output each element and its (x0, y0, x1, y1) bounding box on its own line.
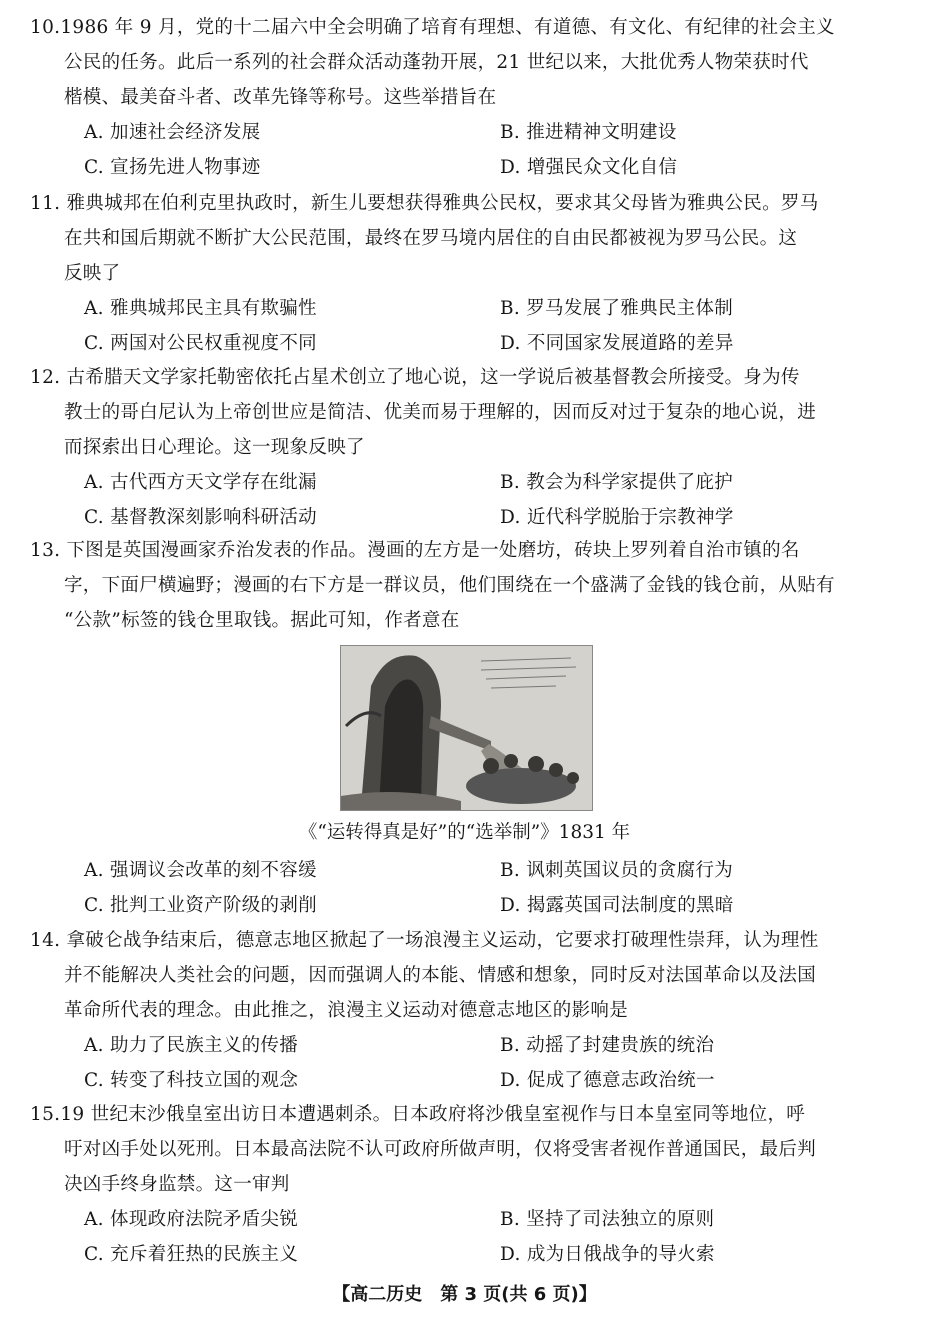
option-d[interactable]: D. 促成了德意志政治统一 (500, 1070, 715, 1091)
question-11-line-1: 11. 雅典城邦在伯利克里执政时，新生儿要想获得雅典公民权，要求其父母皆为雅典公民。罗马 (30, 193, 819, 214)
option-a[interactable]: A. 古代西方天文学存在纰漏 (84, 472, 317, 493)
option-a[interactable]: A. 加速社会经济发展 (84, 122, 261, 143)
question-11-line-2: 在共和国后期就不断扩大公民范围，最终在罗马境内居住的自由民都被视为罗马公民。这 (64, 228, 798, 249)
option-d[interactable]: D. 不同国家发展道路的差异 (500, 333, 734, 354)
option-d[interactable]: D. 近代科学脱胎于宗教神学 (500, 507, 734, 528)
option-d[interactable]: D. 增强民众文化自信 (500, 157, 678, 178)
question-10-line-1: 10.1986 年 9 月，党的十二届六中全会明确了培育有理想、有道德、有文化、有纪律的社会主义 (30, 17, 835, 38)
question-12-line-2: 教士的哥白尼认为上帝创世应是简洁、优美而易于理解的，因而反对过于复杂的地心说，进 (64, 402, 817, 423)
option-a[interactable]: A. 强调议会改革的刻不容缓 (84, 860, 317, 881)
option-c[interactable]: C. 充斥着狂热的民族主义 (84, 1244, 299, 1265)
question-10 (30, 10, 900, 178)
page-footer: 【高二历史 第 3 页(共 6 页)】 (332, 1284, 597, 1305)
option-a[interactable]: A. 体现政府法院矛盾尖锐 (84, 1209, 299, 1230)
question-15-line-1: 15.19 世纪末沙俄皇室出访日本遭遇刺杀。日本政府将沙俄皇室视作与日本皇室同等地位，呼 (30, 1104, 806, 1125)
option-b[interactable]: B. 罗马发展了雅典民主体制 (500, 298, 734, 319)
option-a[interactable]: A. 助力了民族主义的传播 (84, 1035, 299, 1056)
option-c[interactable]: C. 两国对公民权重视度不同 (84, 333, 317, 354)
question-11 (30, 186, 900, 354)
question-12-line-1: 12. 古希腊天文学家托勒密依托占星术创立了地心说，这一学说后被基督教会所接受。身为传 (30, 367, 800, 388)
question-15-line-2: 吁对凶手处以死刑。日本最高法院不认可政府所做声明，仅将受害者视作普通国民，最后判 (64, 1139, 817, 1160)
question-13-line-1: 13. 下图是英国漫画家乔治发表的作品。漫画的左方是一处磨坊，砖块上罗列着自治市镇的名 (30, 540, 800, 561)
option-d[interactable]: D. 成为日俄战争的导火索 (500, 1244, 715, 1265)
option-a[interactable]: A. 雅典城邦民主具有欺骗性 (84, 298, 317, 319)
option-d[interactable]: D. 揭露英国司法制度的黑暗 (500, 895, 734, 916)
question-14-line-3: 革命所代表的理念。由此推之，浪漫主义运动对德意志地区的影响是 (64, 1000, 629, 1021)
option-b[interactable]: B. 推进精神文明建设 (500, 122, 677, 143)
option-b[interactable]: B. 讽刺英国议员的贪腐行为 (500, 860, 734, 881)
question-13-line-2: 字，下面尸横遍野；漫画的右下方是一群议员，他们围绕在一个盛满了金钱的钱仓前，从贴有 (64, 575, 835, 596)
option-c[interactable]: C. 批判工业资产阶级的剥削 (84, 895, 317, 916)
satirical-cartoon-engraving-icon (341, 646, 592, 810)
option-c[interactable]: C. 转变了科技立国的观念 (84, 1070, 299, 1091)
question-15-line-3: 决凶手终身监禁。这一审判 (64, 1174, 290, 1195)
option-c[interactable]: C. 基督教深刻影响科研活动 (84, 507, 317, 528)
question-15 (30, 1097, 900, 1265)
option-b[interactable]: B. 动摇了封建贵族的统治 (500, 1035, 715, 1056)
question-10-line-3: 楷模、最美奋斗者、改革先锋等称号。这些举措旨在 (64, 87, 497, 108)
question-14-line-2: 并不能解决人类社会的问题，因而强调人的本能、情感和想象，同时反对法国革命以及法国 (64, 965, 817, 986)
cartoon-image (340, 645, 593, 811)
option-b[interactable]: B. 教会为科学家提供了庇护 (500, 472, 734, 493)
question-14 (30, 923, 900, 1091)
question-11-line-3: 反映了 (64, 263, 121, 284)
question-13-line-3: “公款”标签的钱仓里取钱。据此可知，作者意在 (64, 610, 460, 631)
question-10-line-2: 公民的任务。此后一系列的社会群众活动蓬勃开展，21 世纪以来，大批优秀人物荣获时代 (64, 52, 809, 73)
question-12-line-3: 而探索出日心理论。这一现象反映了 (64, 437, 365, 458)
option-b[interactable]: B. 坚持了司法独立的原则 (500, 1209, 715, 1230)
cartoon-caption: 《“运转得真是好”的“选举制”》1831 年 (298, 822, 631, 843)
question-14-line-1: 14. 拿破仑战争结束后，德意志地区掀起了一场浪漫主义运动，它要求打破理性崇拜，认为理性 (30, 930, 819, 951)
question-12 (30, 360, 900, 528)
option-c[interactable]: C. 宣扬先进人物事迹 (84, 157, 261, 178)
